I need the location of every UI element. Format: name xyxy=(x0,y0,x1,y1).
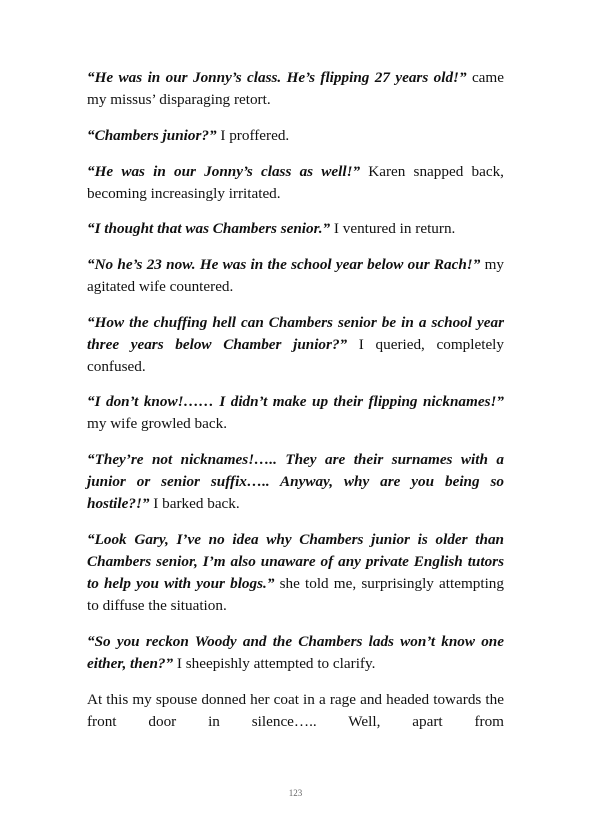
narration: my agitated wife countered. xyxy=(87,256,504,295)
paragraph-9 xyxy=(87,529,504,617)
narration: Karen snapped back, becoming increasingly irritated. xyxy=(87,163,504,202)
dialogue-quote: “He was in our Jonny’s class as well!” xyxy=(87,163,361,180)
paragraph-2 xyxy=(87,125,504,147)
dialogue-quote: “I don’t know!…… I didn’t make up their flipping nicknames!” xyxy=(87,393,504,410)
narration: I ventured in return. xyxy=(330,220,456,237)
paragraph-4 xyxy=(87,218,504,240)
paragraph-7 xyxy=(87,391,504,435)
dialogue-quote: “He was in our Jonny’s class. He’s flipping 27 years old!” xyxy=(87,69,467,86)
paragraph-5 xyxy=(87,254,504,298)
body-text xyxy=(87,67,504,747)
narration: I proffered. xyxy=(216,127,290,144)
narration: came my missus’ disparaging retort. xyxy=(87,69,504,108)
dialogue-quote: “Chambers junior?” xyxy=(87,127,217,144)
dialogue-quote: “I thought that was Chambers senior.” xyxy=(87,220,331,237)
narration: I queried, completely confused. xyxy=(87,336,504,375)
paragraph-8 xyxy=(87,449,504,515)
dialogue-quote: “Look Gary, I’ve no idea why Chambers junior is older than Chambers senior, I’m also unaware of any private English tutors to help you with your blogs.” xyxy=(87,531,504,592)
paragraph-10 xyxy=(87,631,504,675)
paragraph-1 xyxy=(87,67,504,111)
dialogue-quote: “No he’s 23 now. He was in the school year below our Rach!” xyxy=(87,256,481,273)
narration: my wife growled back. xyxy=(87,415,228,432)
narration: I sheepishly attempted to clarify. xyxy=(173,655,376,672)
paragraph-3 xyxy=(87,161,504,205)
narration: I barked back. xyxy=(149,495,240,512)
dialogue-quote: “How the chuffing hell can Chambers senior be in a school year three years below Chamber junior?” xyxy=(87,314,504,353)
narration: she told me, surprisingly attempting to diffuse the situation. xyxy=(87,575,504,614)
page-number: 123 xyxy=(288,788,303,798)
paragraph-final: At this my spouse donned her coat in a rage and headed towards the front door in silence….. Well, apart from xyxy=(87,691,504,730)
dialogue-quote: “So you reckon Woody and the Chambers lads won’t know one either, then?” xyxy=(87,633,504,672)
dialogue-quote: “They’re not nicknames!….. They are their surnames with a junior or senior suffix….. Anyway, why are you being so hostile?!” xyxy=(87,451,504,512)
paragraph-6 xyxy=(87,312,504,378)
